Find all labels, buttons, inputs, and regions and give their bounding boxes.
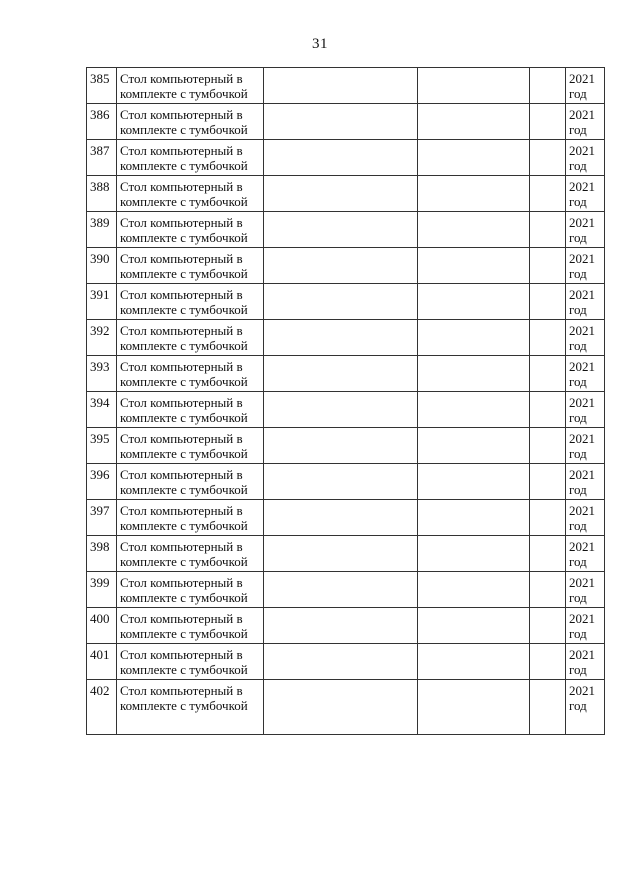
item-name-line-2: комплекте с тумбочкой <box>120 374 248 389</box>
year-cell <box>566 500 605 536</box>
empty-cell-1 <box>264 464 418 500</box>
empty-cell-2 <box>418 536 530 572</box>
year-value: 2021 <box>569 107 595 122</box>
empty-cell-3 <box>530 248 566 284</box>
year-unit: год <box>569 662 587 677</box>
item-name-line-1: Стол компьютерный в <box>120 395 243 410</box>
item-number-cell: 385 <box>87 68 117 104</box>
year-unit: год <box>569 338 587 353</box>
item-number-cell: 389 <box>87 212 117 248</box>
item-number-cell: 391 <box>87 284 117 320</box>
item-name-cell <box>117 212 264 248</box>
item-name-line-1: Стол компьютерный в <box>120 323 243 338</box>
table-row <box>87 248 605 284</box>
item-name-line-1: Стол компьютерный в <box>120 431 243 446</box>
item-name-cell <box>117 68 264 104</box>
item-name-cell <box>117 104 264 140</box>
item-name-cell <box>117 356 264 392</box>
item-number-cell: 390 <box>87 248 117 284</box>
year-cell <box>566 176 605 212</box>
year-unit: год <box>569 302 587 317</box>
empty-cell-1 <box>264 356 418 392</box>
empty-cell-2 <box>418 608 530 644</box>
item-name-cell <box>117 140 264 176</box>
item-name-line-1: Стол компьютерный в <box>120 359 243 374</box>
empty-cell-3 <box>530 500 566 536</box>
item-name-cell <box>117 500 264 536</box>
item-name-line-1: Стол компьютерный в <box>120 647 243 662</box>
item-number-cell: 397 <box>87 500 117 536</box>
empty-cell-1 <box>264 392 418 428</box>
empty-cell-2 <box>418 320 530 356</box>
item-name-line-2: комплекте с тумбочкой <box>120 194 248 209</box>
item-name-line-2: комплекте с тумбочкой <box>120 554 248 569</box>
table-row <box>87 392 605 428</box>
item-name-line-2: комплекте с тумбочкой <box>120 266 248 281</box>
empty-cell-1 <box>264 428 418 464</box>
item-name-cell <box>117 536 264 572</box>
item-name-line-1: Стол компьютерный в <box>120 575 243 590</box>
empty-cell-2 <box>418 644 530 680</box>
year-cell <box>566 680 605 735</box>
year-cell <box>566 104 605 140</box>
empty-cell-1 <box>264 104 418 140</box>
empty-cell-3 <box>530 428 566 464</box>
empty-cell-1 <box>264 68 418 104</box>
empty-cell-3 <box>530 644 566 680</box>
item-name-cell <box>117 572 264 608</box>
year-cell <box>566 608 605 644</box>
year-cell <box>566 392 605 428</box>
table-row <box>87 428 605 464</box>
year-unit: год <box>569 482 587 497</box>
item-name-line-2: комплекте с тумбочкой <box>120 302 248 317</box>
year-value: 2021 <box>569 611 595 626</box>
item-number-cell: 394 <box>87 392 117 428</box>
item-name-cell <box>117 464 264 500</box>
empty-cell-1 <box>264 680 418 735</box>
item-name-line-2: комплекте с тумбочкой <box>120 158 248 173</box>
empty-cell-1 <box>264 176 418 212</box>
empty-cell-1 <box>264 608 418 644</box>
item-name-cell <box>117 284 264 320</box>
item-number-cell: 398 <box>87 536 117 572</box>
year-value: 2021 <box>569 179 595 194</box>
year-unit: год <box>569 554 587 569</box>
item-name-line-1: Стол компьютерный в <box>120 71 243 86</box>
empty-cell-3 <box>530 356 566 392</box>
year-unit: год <box>569 158 587 173</box>
empty-cell-1 <box>264 536 418 572</box>
item-number-cell: 402 <box>87 680 117 735</box>
item-name-line-2: комплекте с тумбочкой <box>120 698 248 713</box>
year-value: 2021 <box>569 575 595 590</box>
table-row <box>87 644 605 680</box>
item-name-cell <box>117 176 264 212</box>
item-name-line-2: комплекте с тумбочкой <box>120 590 248 605</box>
year-unit: год <box>569 410 587 425</box>
item-number-cell: 396 <box>87 464 117 500</box>
item-name-line-2: комплекте с тумбочкой <box>120 482 248 497</box>
year-value: 2021 <box>569 215 595 230</box>
table-row <box>87 608 605 644</box>
table-row <box>87 356 605 392</box>
table-row <box>87 212 605 248</box>
empty-cell-1 <box>264 320 418 356</box>
item-name-line-1: Стол компьютерный в <box>120 107 243 122</box>
inventory-table <box>86 67 605 735</box>
item-number-cell: 400 <box>87 608 117 644</box>
empty-cell-1 <box>264 500 418 536</box>
table-row <box>87 68 605 104</box>
item-name-line-2: комплекте с тумбочкой <box>120 626 248 641</box>
table-row <box>87 140 605 176</box>
empty-cell-2 <box>418 356 530 392</box>
item-name-cell <box>117 644 264 680</box>
table-row <box>87 536 605 572</box>
empty-cell-2 <box>418 140 530 176</box>
item-number-cell: 387 <box>87 140 117 176</box>
year-cell <box>566 284 605 320</box>
empty-cell-1 <box>264 248 418 284</box>
item-number-cell: 401 <box>87 644 117 680</box>
item-name-cell <box>117 608 264 644</box>
item-name-line-2: комплекте с тумбочкой <box>120 662 248 677</box>
year-value: 2021 <box>569 251 595 266</box>
table-row <box>87 464 605 500</box>
empty-cell-2 <box>418 464 530 500</box>
year-cell <box>566 140 605 176</box>
empty-cell-3 <box>530 212 566 248</box>
year-unit: год <box>569 230 587 245</box>
year-unit: год <box>569 374 587 389</box>
empty-cell-2 <box>418 104 530 140</box>
empty-cell-1 <box>264 284 418 320</box>
year-cell <box>566 464 605 500</box>
year-value: 2021 <box>569 539 595 554</box>
item-name-line-1: Стол компьютерный в <box>120 503 243 518</box>
year-unit: год <box>569 122 587 137</box>
empty-cell-3 <box>530 68 566 104</box>
empty-cell-2 <box>418 428 530 464</box>
empty-cell-2 <box>418 212 530 248</box>
empty-cell-3 <box>530 572 566 608</box>
empty-cell-1 <box>264 572 418 608</box>
item-name-cell <box>117 248 264 284</box>
year-unit: год <box>569 698 587 713</box>
item-name-line-1: Стол компьютерный в <box>120 179 243 194</box>
item-number-cell: 386 <box>87 104 117 140</box>
year-cell <box>566 536 605 572</box>
empty-cell-2 <box>418 392 530 428</box>
year-value: 2021 <box>569 143 595 158</box>
year-cell <box>566 320 605 356</box>
year-cell <box>566 212 605 248</box>
item-name-line-1: Стол компьютерный в <box>120 287 243 302</box>
year-value: 2021 <box>569 431 595 446</box>
item-name-line-1: Стол компьютерный в <box>120 143 243 158</box>
year-unit: год <box>569 86 587 101</box>
table-row <box>87 572 605 608</box>
empty-cell-3 <box>530 608 566 644</box>
empty-cell-2 <box>418 176 530 212</box>
empty-cell-3 <box>530 464 566 500</box>
empty-cell-3 <box>530 536 566 572</box>
table-row <box>87 680 605 735</box>
year-value: 2021 <box>569 287 595 302</box>
table-row <box>87 284 605 320</box>
item-name-line-2: комплекте с тумбочкой <box>120 122 248 137</box>
year-value: 2021 <box>569 467 595 482</box>
item-number-cell: 399 <box>87 572 117 608</box>
empty-cell-1 <box>264 644 418 680</box>
item-name-cell <box>117 320 264 356</box>
year-unit: год <box>569 518 587 533</box>
year-unit: год <box>569 446 587 461</box>
year-cell <box>566 572 605 608</box>
item-name-line-1: Стол компьютерный в <box>120 683 243 698</box>
item-name-line-1: Стол компьютерный в <box>120 539 243 554</box>
empty-cell-2 <box>418 500 530 536</box>
empty-cell-3 <box>530 680 566 735</box>
empty-cell-2 <box>418 284 530 320</box>
table-row <box>87 500 605 536</box>
item-number-cell: 393 <box>87 356 117 392</box>
item-name-cell <box>117 680 264 735</box>
year-cell <box>566 68 605 104</box>
item-name-line-2: комплекте с тумбочкой <box>120 410 248 425</box>
item-name-line-2: комплекте с тумбочкой <box>120 230 248 245</box>
year-cell <box>566 248 605 284</box>
year-cell <box>566 428 605 464</box>
item-number-cell: 395 <box>87 428 117 464</box>
item-name-cell <box>117 392 264 428</box>
item-name-line-1: Стол компьютерный в <box>120 251 243 266</box>
item-name-line-2: комплекте с тумбочкой <box>120 338 248 353</box>
year-unit: год <box>569 626 587 641</box>
table-row <box>87 104 605 140</box>
year-value: 2021 <box>569 359 595 374</box>
table-row <box>87 320 605 356</box>
year-unit: год <box>569 194 587 209</box>
empty-cell-2 <box>418 572 530 608</box>
empty-cell-2 <box>418 248 530 284</box>
empty-cell-3 <box>530 140 566 176</box>
year-value: 2021 <box>569 395 595 410</box>
year-value: 2021 <box>569 503 595 518</box>
empty-cell-3 <box>530 176 566 212</box>
year-value: 2021 <box>569 323 595 338</box>
item-name-line-1: Стол компьютерный в <box>120 215 243 230</box>
table-row <box>87 176 605 212</box>
item-name-line-1: Стол компьютерный в <box>120 467 243 482</box>
item-name-line-2: комплекте с тумбочкой <box>120 86 248 101</box>
empty-cell-3 <box>530 104 566 140</box>
item-name-line-2: комплекте с тумбочкой <box>120 446 248 461</box>
year-cell <box>566 356 605 392</box>
year-value: 2021 <box>569 683 595 698</box>
year-unit: год <box>569 266 587 281</box>
empty-cell-3 <box>530 284 566 320</box>
item-name-line-2: комплекте с тумбочкой <box>120 518 248 533</box>
empty-cell-3 <box>530 392 566 428</box>
page-number: 31 <box>312 36 328 52</box>
empty-cell-3 <box>530 320 566 356</box>
item-name-line-1: Стол компьютерный в <box>120 611 243 626</box>
item-number-cell: 392 <box>87 320 117 356</box>
year-cell <box>566 644 605 680</box>
empty-cell-2 <box>418 68 530 104</box>
year-value: 2021 <box>569 647 595 662</box>
year-value: 2021 <box>569 71 595 86</box>
empty-cell-2 <box>418 680 530 735</box>
inventory-table-body <box>87 68 605 735</box>
empty-cell-1 <box>264 140 418 176</box>
item-number-cell: 388 <box>87 176 117 212</box>
year-unit: год <box>569 590 587 605</box>
item-name-cell <box>117 428 264 464</box>
empty-cell-1 <box>264 212 418 248</box>
